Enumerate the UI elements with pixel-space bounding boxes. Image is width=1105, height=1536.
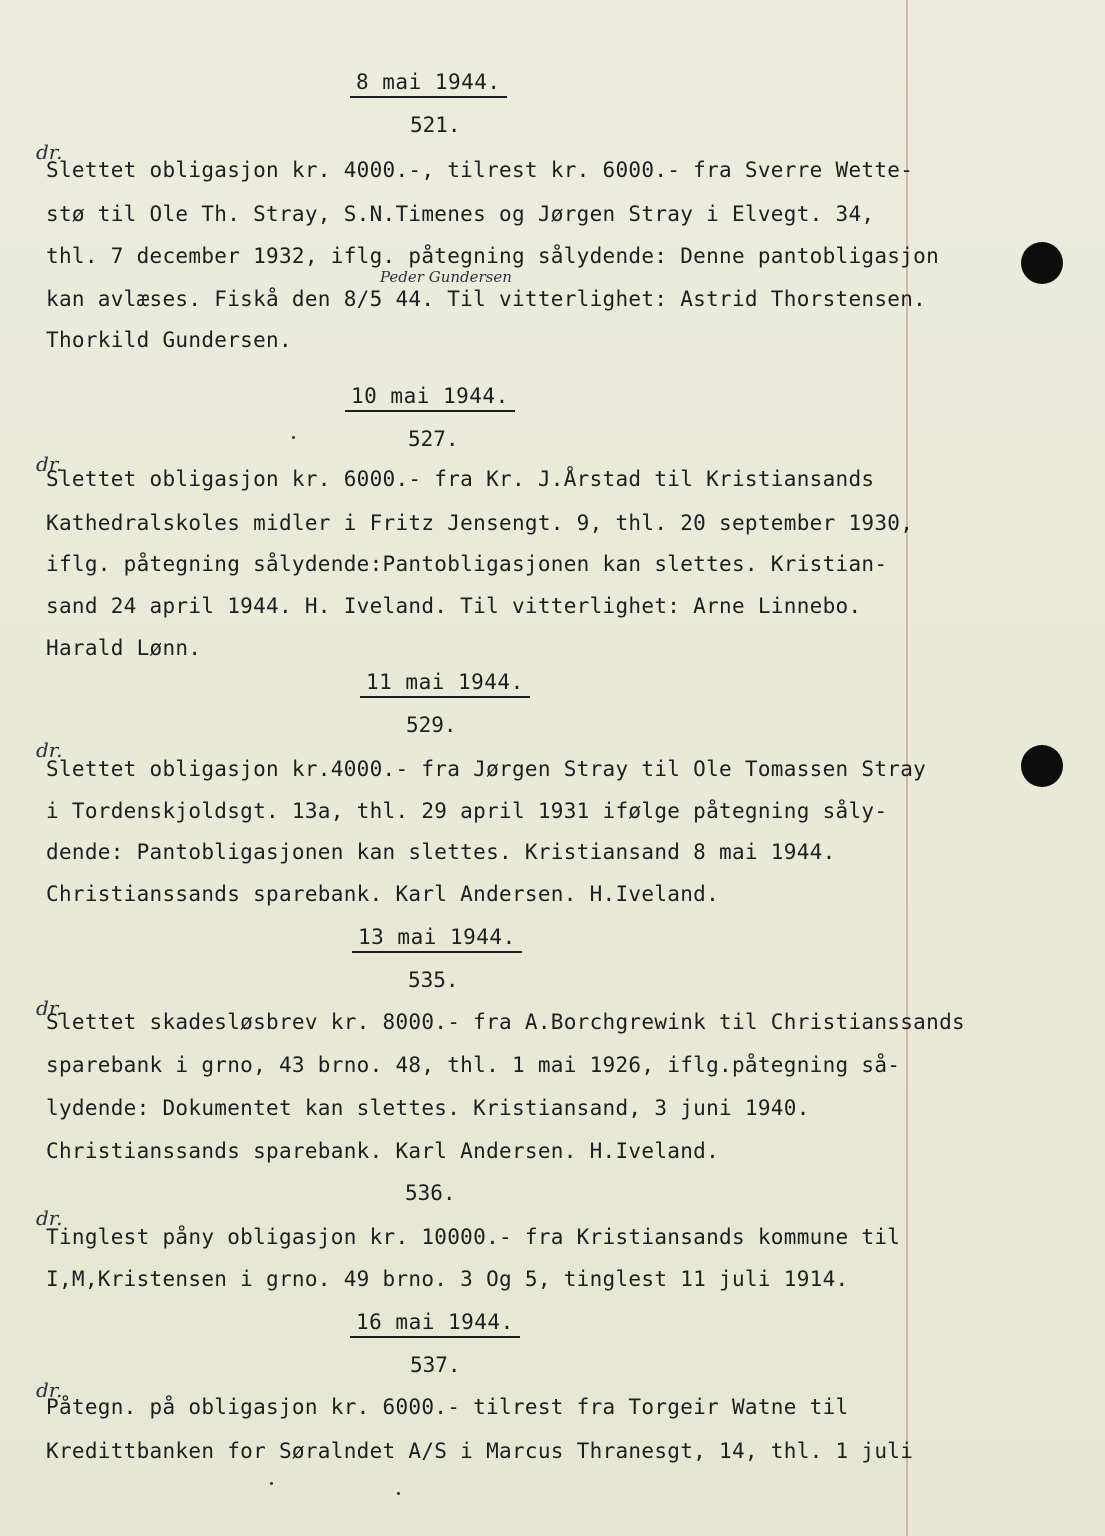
entry-number: 521. (410, 113, 461, 137)
entry-date: 16 mai 1944. (350, 1310, 520, 1338)
punch-hole (1021, 745, 1063, 787)
entry-line: Christianssands sparebank. Karl Andersen. H.Iveland. (46, 1139, 720, 1163)
entry-line: thl. 7 december 1932, iflg. påtegning sålydende: Denne pantobligasjon (46, 244, 940, 268)
entry-number: 536. (405, 1181, 456, 1205)
ink-dot (292, 436, 295, 439)
entry-line: kan avlæses. Fiskå den 8/5 44. Til vitterlighet: Astrid Thorstensen. (46, 287, 927, 311)
entry-line: Christianssands sparebank. Karl Andersen. H.Iveland. (46, 882, 720, 906)
entry-line: Slettet obligasjon kr. 4000.-, tilrest kr. 6000.- fra Sverre Wette- (46, 158, 914, 182)
entry-line: I,M,Kristensen i grno. 49 brno. 3 Og 5, tinglest 11 juli 1914. (46, 1267, 849, 1291)
margin-mark: dr. (36, 1206, 63, 1230)
entry-line: iflg. påtegning sålydende:Pantobligasjonen kan slettes. Kristian- (46, 552, 888, 576)
ink-dot (270, 1482, 273, 1485)
entry-line: Harald Lønn. (46, 636, 202, 660)
entry-date: 13 mai 1944. (352, 925, 522, 953)
entry-line: stø til Ole Th. Stray, S.N.Timenes og Jørgen Stray i Elvegt. 34, (46, 202, 875, 226)
entry-line: sparebank i grno, 43 brno. 48, thl. 1 mai 1926, iflg.påtegning så- (46, 1053, 901, 1077)
entry-line: Kredittbanken for Søralndet A/S i Marcus Thranesgt, 14, thl. 1 juli (46, 1439, 914, 1463)
entry-line: i Tordenskjoldsgt. 13a, thl. 29 april 1931 ifølge påtegning såly- (46, 799, 888, 823)
entry-date: 8 mai 1944. (350, 70, 507, 98)
margin-mark: dr. (36, 140, 63, 164)
entry-line: Kathedralskoles midler i Fritz Jensengt. 9, thl. 20 september 1930, (46, 511, 914, 535)
entry-number: 527. (408, 427, 459, 451)
handwritten-signature: Peder Gundersen (380, 268, 512, 286)
entry-line: Tinglest påny obligasjon kr. 10000.- fra Kristiansands kommune til (46, 1225, 901, 1249)
entry-line: Slettet obligasjon kr. 6000.- fra Kr. J.Årstad til Kristiansands (46, 467, 875, 491)
margin-mark: dr. (36, 738, 63, 762)
entry-line: dende: Pantobligasjonen kan slettes. Kristiansand 8 mai 1944. (46, 840, 836, 864)
entry-number: 529. (406, 713, 457, 737)
margin-mark: dr. (36, 1378, 63, 1402)
entry-line: Slettet obligasjon kr.4000.- fra Jørgen Stray til Ole Tomassen Stray (46, 757, 927, 781)
margin-mark: dr. (36, 452, 63, 476)
entry-date: 11 mai 1944. (360, 670, 530, 698)
entry-line: Slettet skadesløsbrev kr. 8000.- fra A.Borchgrewink til Christianssands (46, 1010, 965, 1034)
entry-date: 10 mai 1944. (345, 384, 515, 412)
entry-number: 535. (408, 968, 459, 992)
ink-dot (397, 1492, 400, 1495)
entry-line: Påtegn. på obligasjon kr. 6000.- tilrest fra Torgeir Watne til (46, 1395, 849, 1419)
entry-line: Thorkild Gundersen. (46, 328, 292, 352)
entry-line: sand 24 april 1944. H. Iveland. Til vitterlighet: Arne Linnebo. (46, 594, 862, 618)
punch-hole (1021, 242, 1063, 284)
entry-line: lydende: Dokumentet kan slettes. Kristiansand, 3 juni 1940. (46, 1096, 810, 1120)
entry-number: 537. (410, 1353, 461, 1377)
margin-mark: dr. (36, 996, 63, 1020)
